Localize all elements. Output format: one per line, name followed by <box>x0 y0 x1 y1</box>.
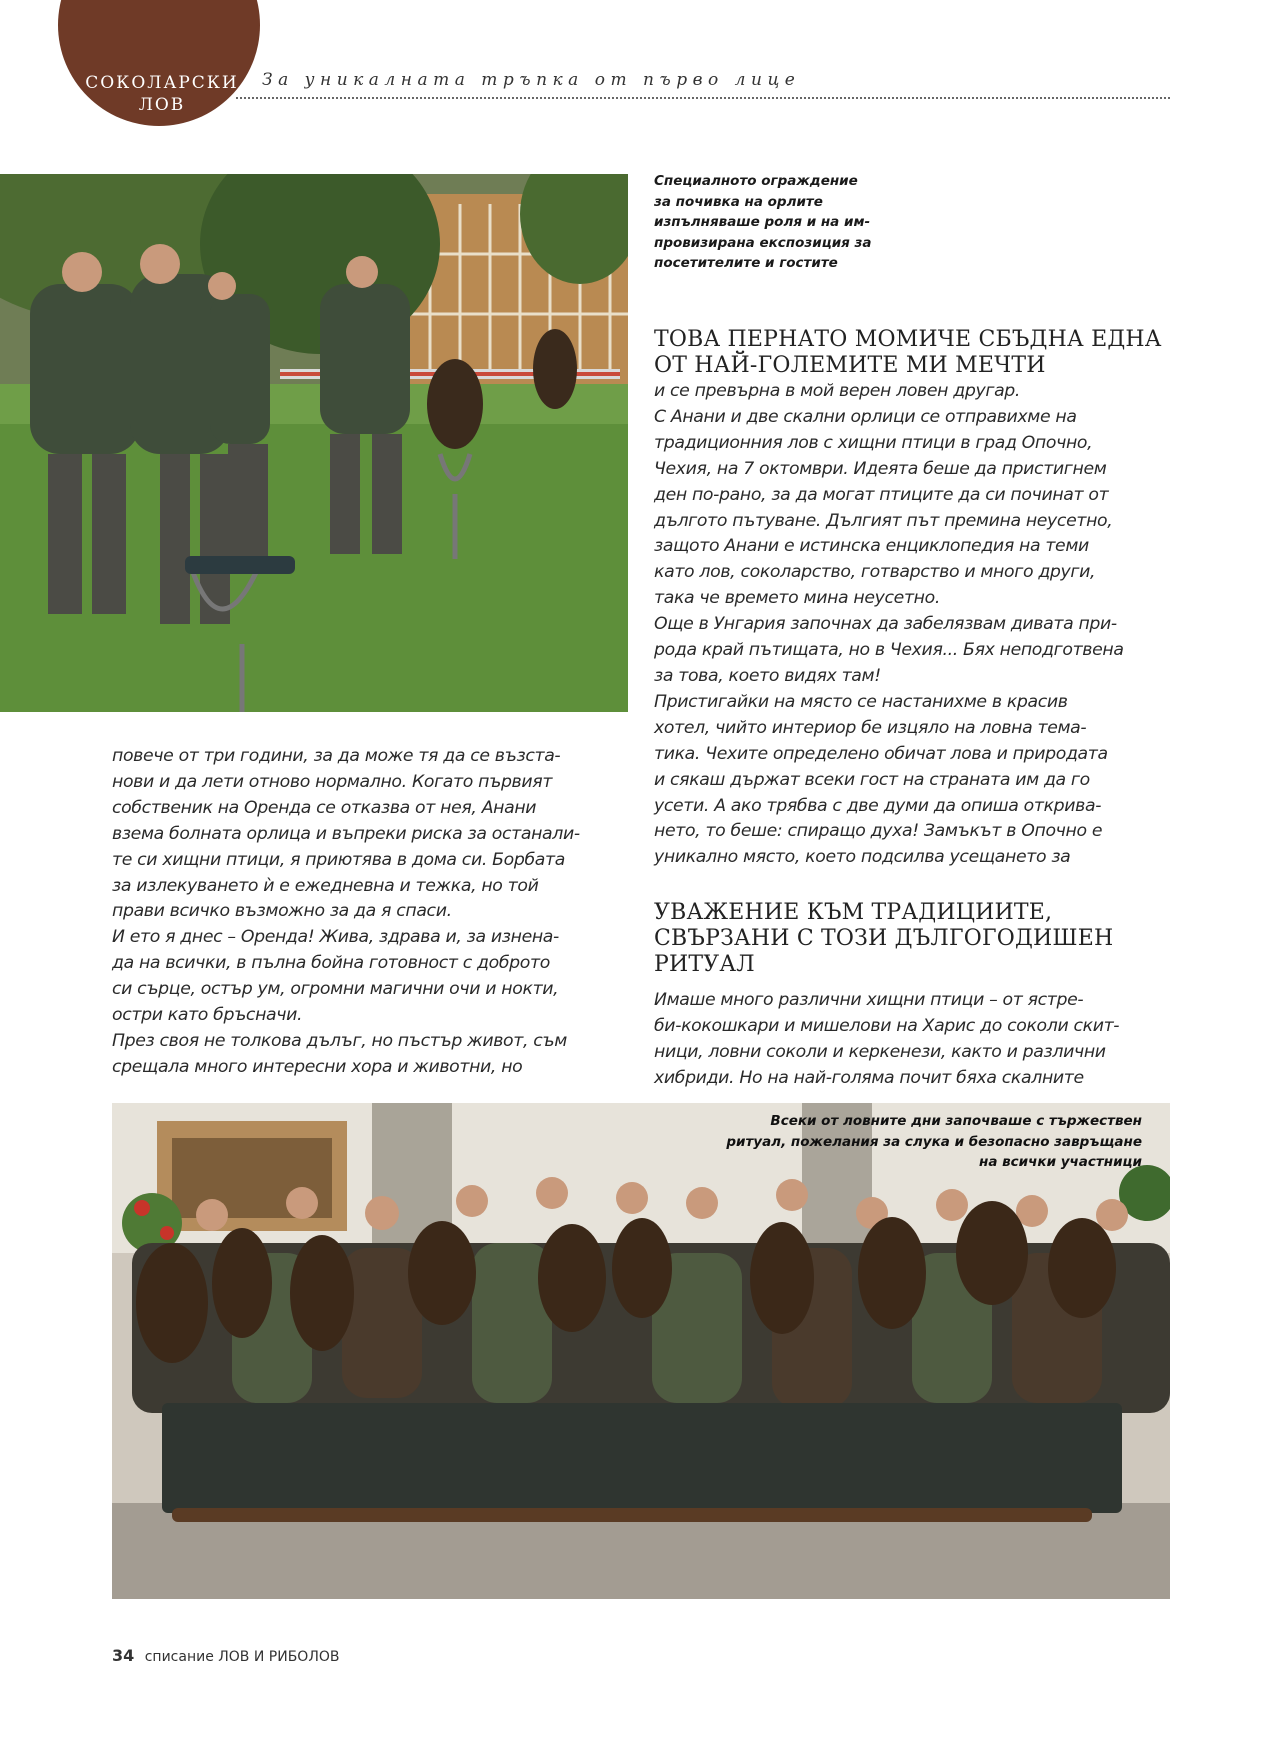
header-dotted-rule <box>236 97 1170 99</box>
caption-line: изпълняваше роля и на им- <box>654 214 871 230</box>
text-line: тика. Чехите определено обичат лова и природата <box>654 743 1108 764</box>
text-line: Пристигайки на място се настанихме в красив <box>654 691 1068 712</box>
text-line: защото Анани е истинска енциклопедия на теми <box>654 536 1089 557</box>
right-column-text-b <box>654 988 1174 1092</box>
caption-line: провизирана експозиция за <box>654 234 872 251</box>
page-number: 34 <box>112 1646 135 1665</box>
caption-line: Всеки от ловните дни започваше с тържествен <box>770 1113 1142 1129</box>
text-line: собственик на Оренда се отказва от нея, Анани <box>112 797 537 818</box>
text-line: рода край пътищата, но в Чехия... Бях неподготвена <box>654 640 1124 661</box>
photo1-caption <box>654 171 886 274</box>
text-line: за излекуването ѝ е ежедневна и тежка, но той <box>112 875 539 896</box>
magazine-name: списание ЛОВ И РИБОЛОВ <box>144 1649 340 1665</box>
text-line: През своя не толкова дълъг, но пъстър живот, съм <box>112 1030 567 1051</box>
text-line: И ето я днес – Оренда! Жива, здрава и, за изнена- <box>112 927 559 948</box>
text-line: Още в Унгария започнах да забелязвам дивата при- <box>654 614 1117 635</box>
text-line: хибриди. Но на най-голяма почит бяха скалните <box>654 1067 1084 1088</box>
photo-eagles-resting-enclosure <box>0 174 628 712</box>
text-line: остри като бръсначи. <box>112 1005 303 1026</box>
text-line: нето, то беше: спиращо духа! Замъкът в Опочно е <box>654 821 1103 842</box>
text-line: и се превърна в мой верен ловен другар. <box>654 381 1021 401</box>
section-label-line1: СОКОЛАРСКИ <box>85 73 239 93</box>
text-line: да на всички, в пълна бойна готовност с доброто <box>112 953 550 974</box>
text-line: така че времето мина неусетно. <box>654 588 940 609</box>
page-footer <box>112 1646 339 1665</box>
text-line: уникално място, което подсилва усещането за <box>654 847 1071 868</box>
photo2-caption <box>672 1111 1142 1173</box>
text-line: взема болната орлица и въпреки риска за останали- <box>112 823 580 844</box>
text-line: като лов, соколарство, готварство и много други, <box>654 562 1096 583</box>
heading-line: ОТ НАЙ-ГОЛЕМИТЕ МИ МЕЧТИ <box>654 353 1046 378</box>
text-line: за това, което видях там! <box>654 665 881 686</box>
text-line: усети. А ако трябва с две думи да опиша открива- <box>654 795 1102 816</box>
text-line: традиционния лов с хищни птици в град Опочно, <box>654 432 1093 453</box>
text-line: повече от три години, за да може тя да се възста- <box>112 746 561 766</box>
text-line: те си хищни птици, я приютява в дома си. Борбата <box>112 849 565 870</box>
caption-line: на всички участници <box>979 1154 1142 1170</box>
text-line: прави всичко възможно за да я спаси. <box>112 901 452 922</box>
header-tagline: За уникалната тръпка от първо лице <box>262 70 801 90</box>
text-line: Чехия, на 7 октомври. Идеята беше да пристигнем <box>654 458 1107 479</box>
section-heading-1 <box>654 327 1162 379</box>
heading-line: УВАЖЕНИЕ КЪМ ТРАДИЦИИТЕ, <box>654 900 1053 925</box>
caption-line: Специалното ограждение <box>654 173 858 189</box>
heading-line: СВЪРЗАНИ С ТОЗИ ДЪЛГОГОДИШЕН <box>654 926 1114 951</box>
text-line: дългото пътуване. Дългият път премина неусетно, <box>654 510 1113 531</box>
section-heading-2 <box>654 900 1113 978</box>
section-label-line2: ЛОВ <box>138 95 186 115</box>
text-line: си сърце, остър ум, огромни магични очи и нокти, <box>112 979 559 1000</box>
caption-line: посетителите и гостите <box>654 255 838 271</box>
text-line: хотел, чийто интериор бе изцяло на ловна тема- <box>654 717 1087 738</box>
caption-line: ритуал, пожелания за слука и безопасно завръщане <box>726 1133 1142 1150</box>
caption-line: за почивка на орлите <box>654 193 823 210</box>
text-line: нови и да лети отново нормално. Когато първият <box>112 771 553 792</box>
text-line: ници, ловни соколи и керкенези, както и различни <box>654 1041 1106 1062</box>
text-line: срещала много интересни хора и животни, но <box>112 1056 523 1077</box>
left-column-text <box>112 744 632 1081</box>
heading-line: ТОВА ПЕРНАТО МОМИЧЕ СБЪДНА ЕДНА <box>654 327 1162 352</box>
text-line: ден по-рано, за да могат птиците да си починат от <box>654 484 1109 505</box>
text-line: би-кокошкари и мишелови на Харис до соколи скит- <box>654 1015 1120 1036</box>
text-line: Имаше много различни хищни птици – от ястре- <box>654 990 1084 1010</box>
section-label <box>74 72 250 116</box>
text-line: и сякаш държат всеки гост на страната им да го <box>654 769 1090 790</box>
heading-line: РИТУАЛ <box>654 952 755 977</box>
photo-falconers-ritual-group <box>112 1103 1170 1599</box>
text-line: С Анани и две скални орлици се отправихме на <box>654 406 1077 427</box>
right-column-text-a <box>654 379 1174 871</box>
